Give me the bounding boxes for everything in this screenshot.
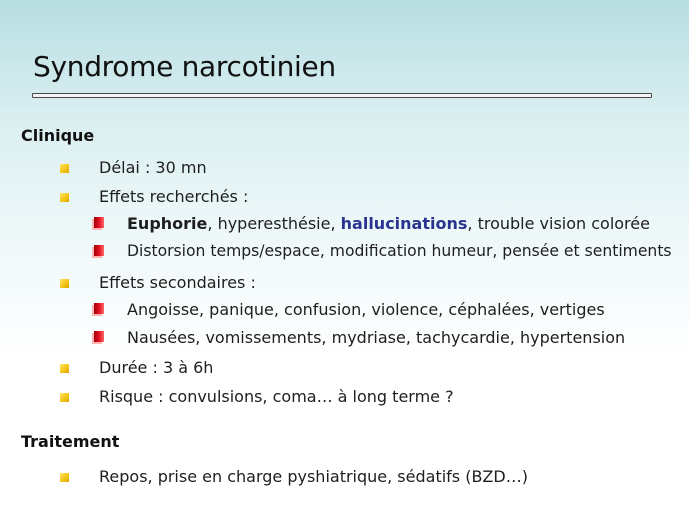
list-item-duree: Durée : 3 à 6h (99, 358, 214, 377)
red-bullet-icon (94, 217, 104, 228)
section-heading-clinique: Clinique (21, 126, 95, 145)
text-segment: , hyperesthésie, (207, 214, 341, 233)
list-item-repos: Repos, prise en charge pyshiatrique, sédatifs (BZD…) (99, 467, 528, 486)
sub-item-nausees: Nausées, vomissements, mydriase, tachycardie, hypertension (127, 328, 626, 347)
keyword-euphorie: Euphorie (127, 214, 208, 233)
text-segment: , trouble vision colorée (467, 214, 650, 233)
list-item-risque: Risque : convulsions, coma… à long terme ? (99, 387, 454, 406)
red-bullet-icon (94, 245, 104, 256)
list-item-effets-recherches: Effets recherchés : (99, 187, 249, 206)
keyword-hallucinations: hallucinations (340, 214, 468, 233)
square-bullet-icon (60, 193, 69, 202)
red-bullet-icon (94, 303, 104, 314)
list-item-delai: Délai : 30 mn (99, 158, 207, 177)
title-divider (32, 93, 652, 98)
square-bullet-icon (60, 164, 69, 173)
section-heading-traitement: Traitement (21, 432, 120, 451)
list-item-effets-secondaires: Effets secondaires : (99, 273, 256, 292)
sub-item-angoisse: Angoisse, panique, confusion, violence, céphalées, vertiges (127, 300, 605, 319)
red-bullet-icon (94, 331, 104, 342)
sub-item-euphorie (127, 214, 650, 233)
square-bullet-icon (60, 473, 69, 482)
square-bullet-icon (60, 393, 69, 402)
slide-title: Syndrome narcotinien (33, 50, 336, 83)
square-bullet-icon (60, 279, 69, 288)
sub-item-distorsion: Distorsion temps/espace, modification humeur, pensée et sentiments (127, 242, 672, 260)
square-bullet-icon (60, 364, 69, 373)
